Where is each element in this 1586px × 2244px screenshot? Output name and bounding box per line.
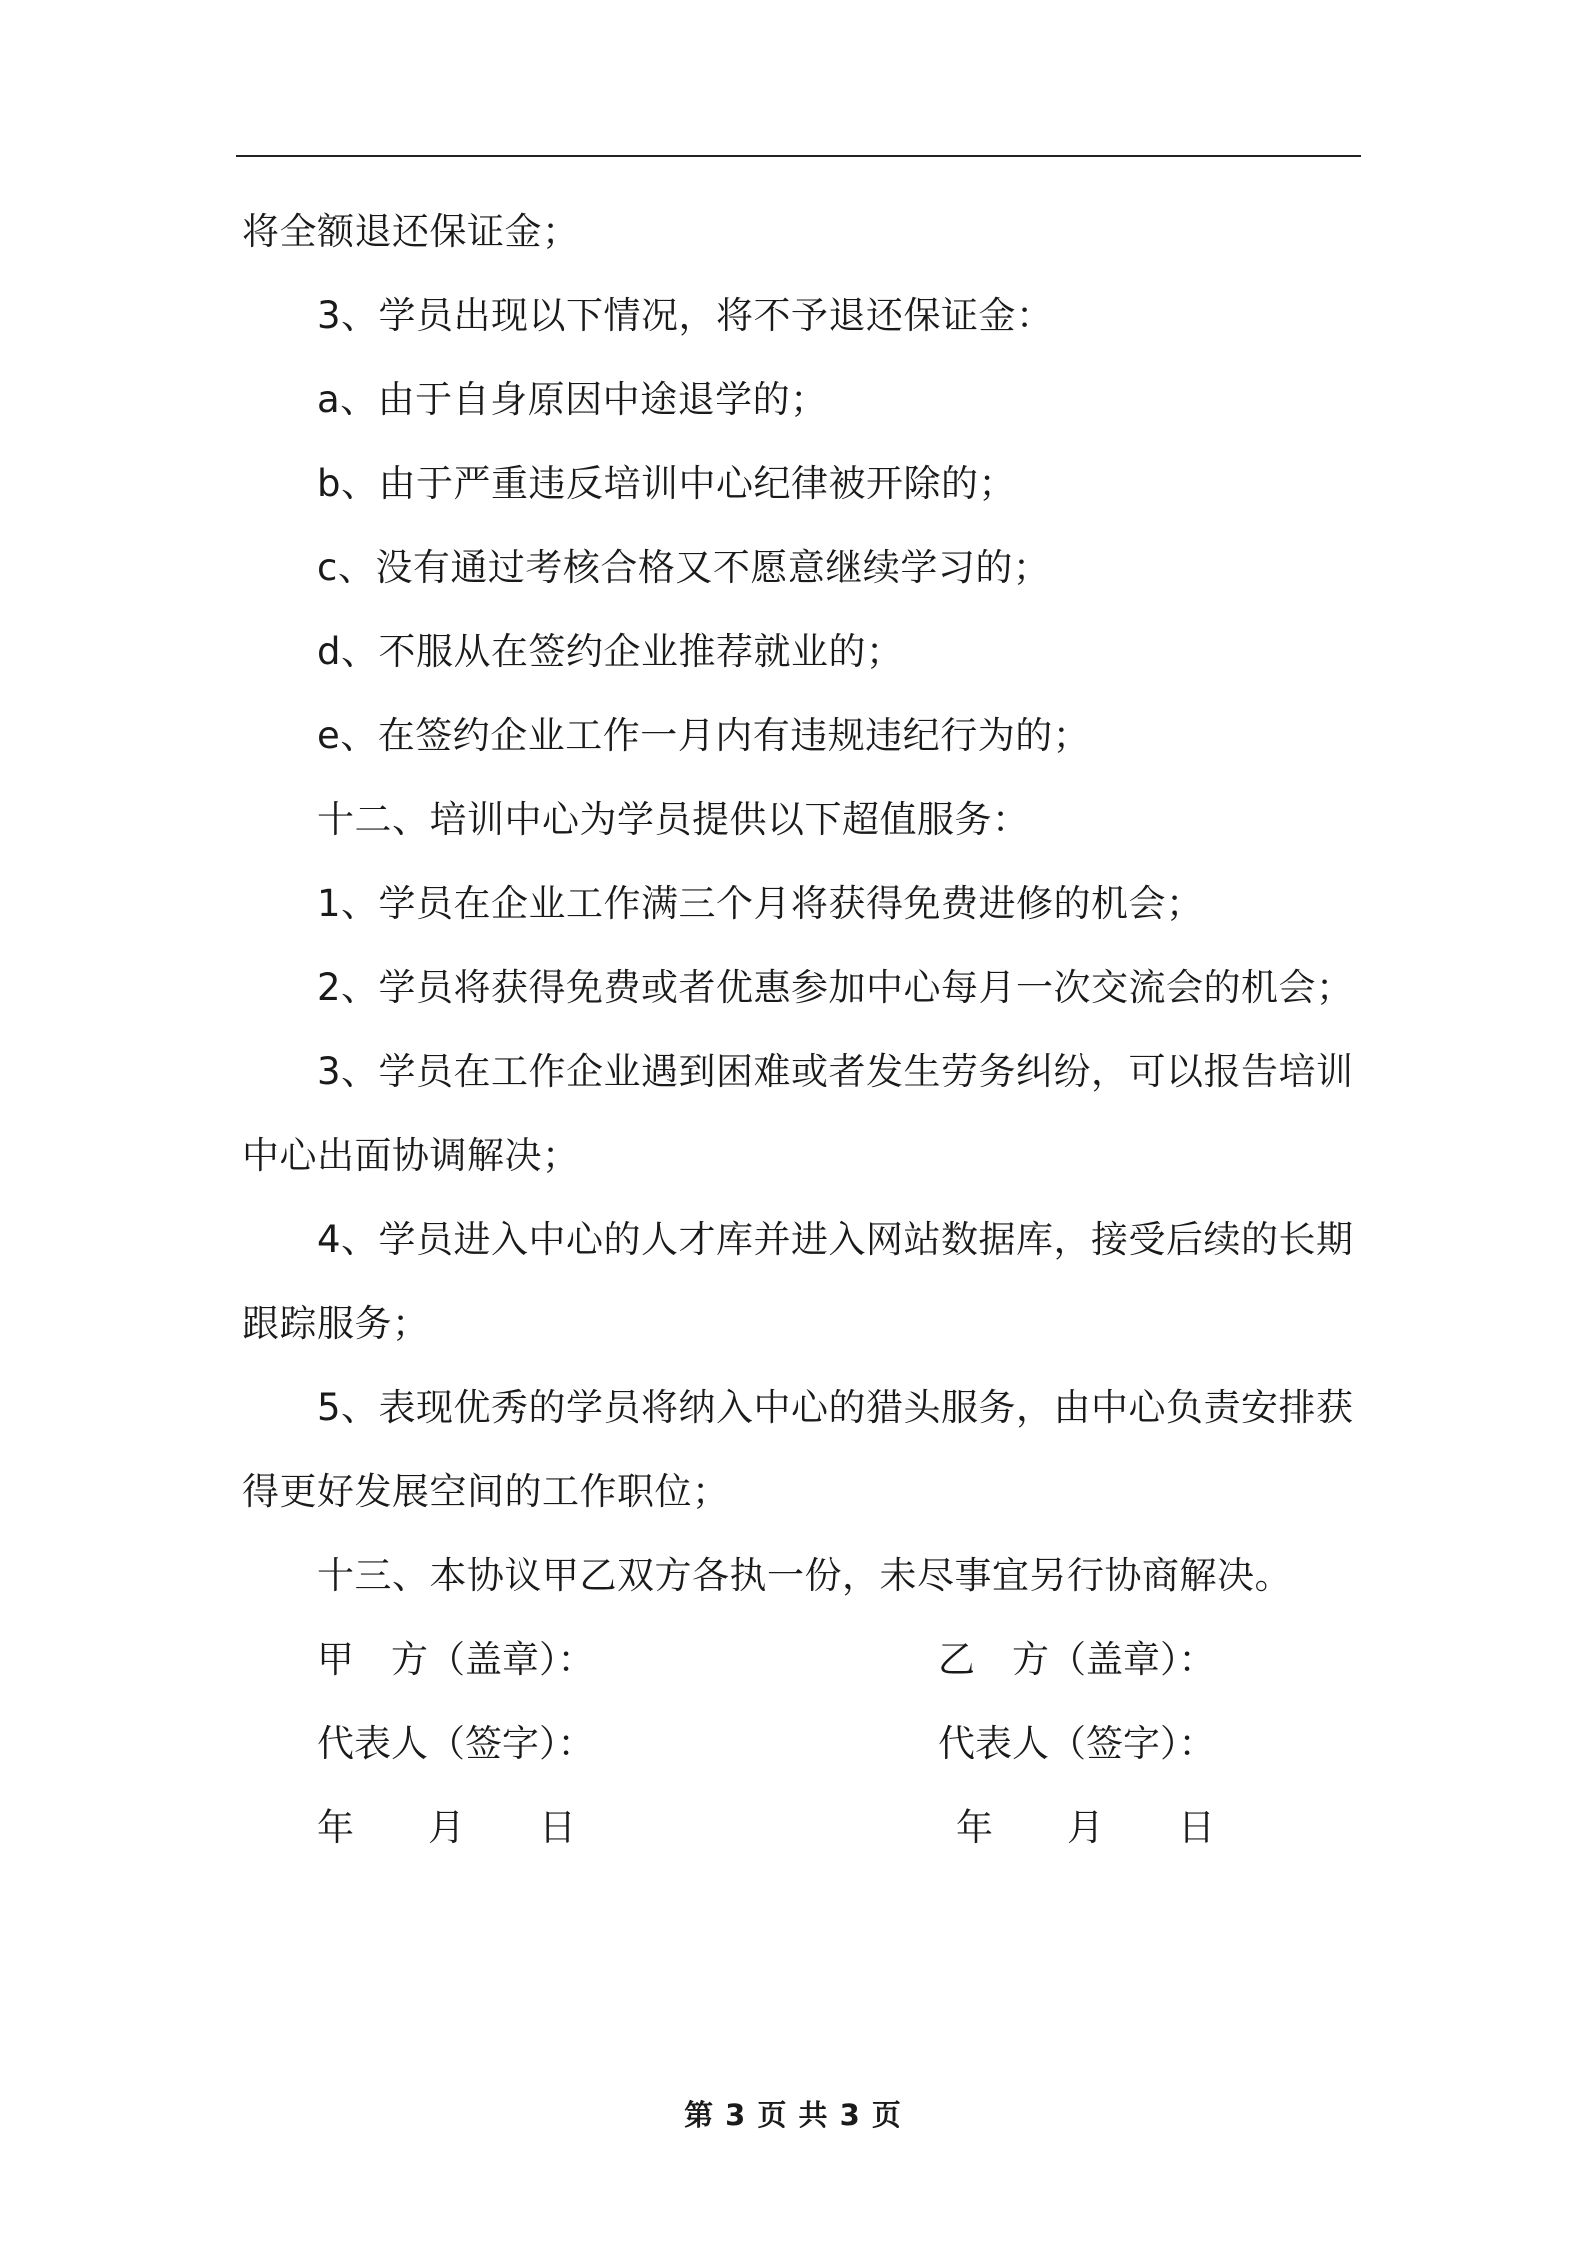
document-body (242, 190, 1362, 1618)
section-heading: 十二、培训中心为学员提供以下超值服务： (317, 798, 1030, 841)
paragraph-line: 3、学员出现以下情况，将不予退还保证金： (317, 294, 1054, 337)
paragraph-line: 5、表现优秀的学员将纳入中心的猎头服务，由中心负责安排获 (317, 1386, 1354, 1429)
party-a-seal-label: 甲 方（盖章）： (317, 1638, 595, 1681)
paragraph-line: b、由于严重违反培训中心纪律被开除的； (317, 462, 1016, 505)
paragraph-line: 4、学员进入中心的人才库并进入网站数据库，接受后续的长期 (317, 1218, 1354, 1261)
paragraph-line: c、没有通过考核合格又不愿意继续学习的； (317, 546, 1051, 589)
party-b-seal-label: 乙 方（盖章）： (938, 1638, 1216, 1681)
paragraph-line: 将全额退还保证金； (242, 210, 580, 253)
page-number-footer: 第 3 页 共 3 页 (684, 2098, 902, 2132)
party-b-representative-label: 代表人（签字）： (938, 1722, 1216, 1765)
paragraph-line: e、在签约企业工作一月内有违规违纪行为的； (317, 714, 1091, 757)
paragraph-line: d、不服从在签约企业推荐就业的； (317, 630, 904, 673)
section-heading: 十三、本协议甲乙双方各执一份，未尽事宜另行协商解决。 (317, 1554, 1292, 1597)
paragraph-line: 得更好发展空间的工作职位； (242, 1470, 730, 1513)
paragraph-line: 跟踪服务； (242, 1302, 430, 1345)
paragraph-line: 2、学员将获得免费或者优惠参加中心每月一次交流会的机会； (317, 966, 1354, 1009)
party-a-representative-label: 代表人（签字）： (317, 1722, 595, 1765)
party-a-date-label: 年 月 日 (317, 1806, 576, 1849)
header-divider (236, 155, 1361, 157)
party-b-date-label: 年 月 日 (956, 1806, 1215, 1849)
paragraph-line: 1、学员在企业工作满三个月将获得免费进修的机会； (317, 882, 1204, 925)
paragraph-line: 3、学员在工作企业遇到困难或者发生劳务纠纷，可以报告培训 (317, 1050, 1354, 1093)
paragraph-line: 中心出面协调解决； (242, 1134, 580, 1177)
paragraph-line: a、由于自身原因中途退学的； (317, 378, 828, 421)
